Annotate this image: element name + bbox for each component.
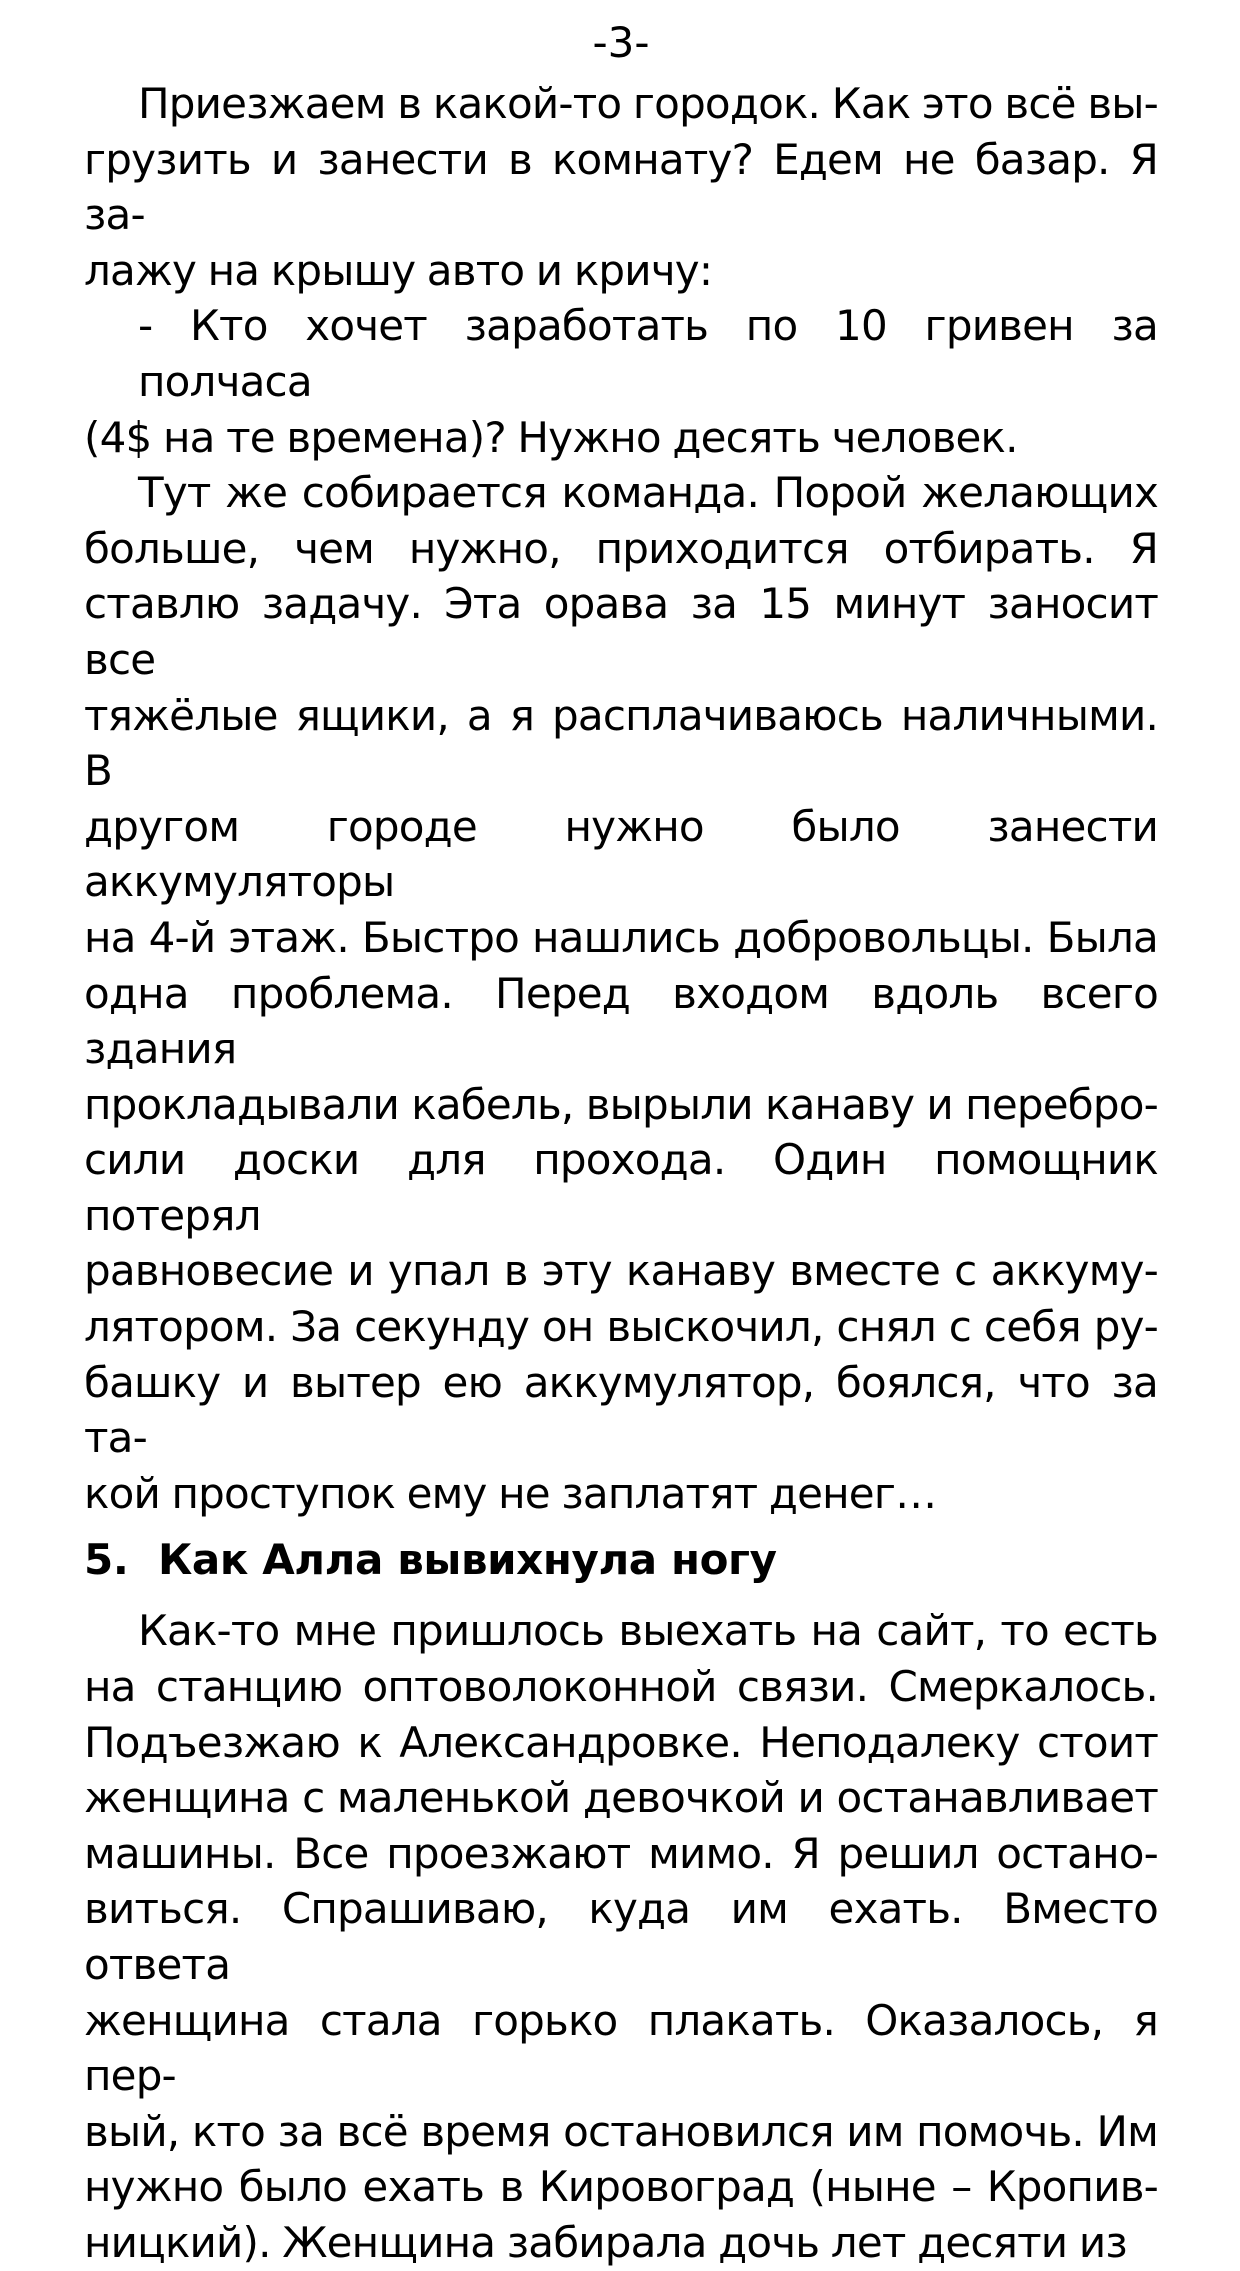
- paragraph: [84, 465, 1158, 1521]
- document-page: [84, 14, 1158, 2271]
- text-line: равновесие и упал в эту канаву вместе с аккуму-: [84, 1246, 1158, 1296]
- text-line: грузить и занести в комнату? Едем не базар. Я за-: [84, 134, 1158, 240]
- paragraph: [84, 1603, 1158, 2270]
- text-line: прокладывали кабель, вырыли канаву и перебро-: [84, 1079, 1158, 1129]
- text-line: вый, кто за всё время остановился им помочь. Им: [84, 2106, 1158, 2156]
- paragraph: [84, 298, 1158, 465]
- page-number: -3-: [592, 18, 650, 67]
- paragraph: [84, 76, 1158, 298]
- text-line: Подъезжаю к Александровке. Неподалеку стоит: [84, 1717, 1158, 1767]
- text-line: нужно было ехать в Кировоград (ныне – Кропив-: [84, 2162, 1158, 2212]
- text-line: ставлю задачу. Эта орава за 15 минут заносит все: [84, 579, 1158, 684]
- text-line: (4$ на те времена)? Нужно десять человек.: [84, 412, 1018, 462]
- text-line: Как-то мне пришлось выехать на сайт, то есть: [138, 1606, 1158, 1656]
- text-line: на 4-й этаж. Быстро нашлись добровольцы. Была: [84, 912, 1158, 962]
- text-line: на станцию оптоволоконной связи. Смеркалось.: [84, 1662, 1158, 1712]
- text-line: лажу на крышу авто и кричу:: [84, 245, 713, 295]
- text-line: кой проступок ему не заплатят денег…: [84, 1468, 937, 1518]
- text-line: одна проблема. Перед входом вдоль всего здания: [84, 968, 1158, 1074]
- text-line: машины. Все проезжают мимо. Я решил остано-: [84, 1828, 1158, 1878]
- text-block-before-heading: [84, 76, 1158, 1521]
- text-line: виться. Спрашиваю, куда им ехать. Вместо ответа: [84, 1884, 1158, 1989]
- text-line: сили доски для прохода. Один помощник потерял: [84, 1135, 1158, 1240]
- text-line: другом городе нужно было занести аккумуляторы: [84, 801, 1158, 907]
- section-title: Как Алла вывихнула ногу: [158, 1535, 777, 1585]
- text-line: Тут же собирается команда. Порой желающих: [138, 468, 1158, 518]
- text-line: тяжёлые ящики, а я расплачиваюсь наличными. В: [84, 690, 1158, 796]
- text-line: больше, чем нужно, приходится отбирать. Я: [84, 523, 1158, 573]
- text-line: ницкий). Женщина забирала дочь лет десяти из: [84, 2217, 1127, 2267]
- section-number: 5.: [84, 1535, 129, 1585]
- text-line: женщина стала горько плакать. Оказалось, я пер-: [84, 1995, 1158, 2101]
- section-heading: [84, 1531, 1158, 1589]
- text-block-after-heading: [84, 1603, 1158, 2270]
- text-line: лятором. За секунду он выскочил, снял с себя ру-: [84, 1302, 1158, 1352]
- text-line: башку и вытер ею аккумулятор, боялся, что за та-: [84, 1357, 1158, 1463]
- text-line: Приезжаем в какой-то городок. Как это всё вы-: [138, 79, 1158, 128]
- text-line: - Кто хочет заработать по 10 гривен за полчаса: [138, 301, 1158, 406]
- text-line: женщина с маленькой девочкой и останавливает: [84, 1773, 1158, 1823]
